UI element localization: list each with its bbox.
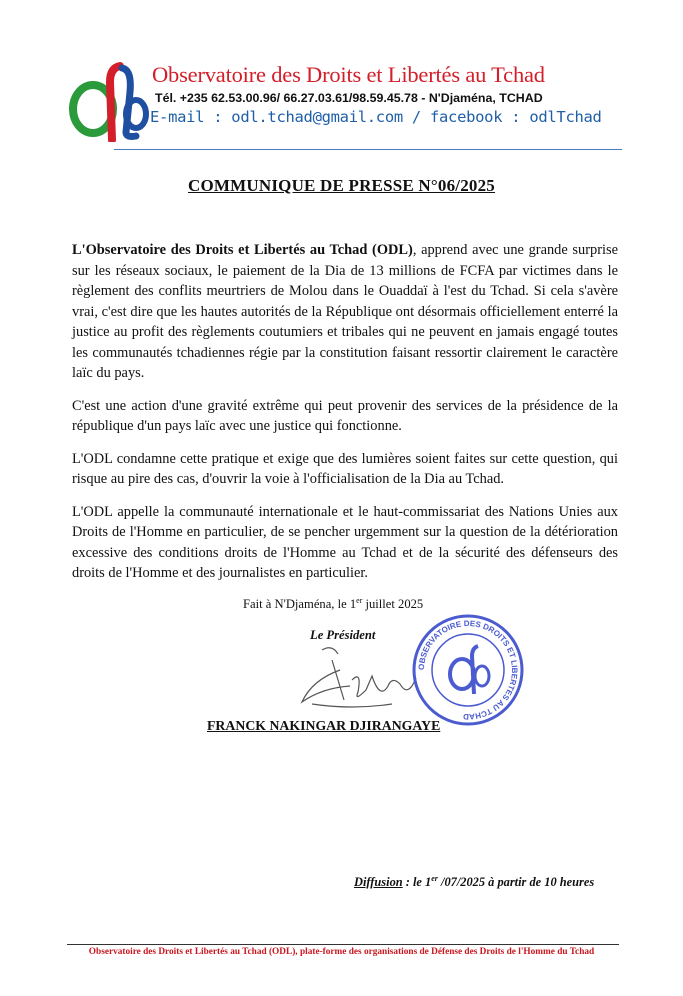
signer-name: FRANCK NAKINGAR DJIRANGAYE (207, 718, 441, 733)
phone-numbers: Tél. +235 62.53.00.96/ 66.27.03.61/98.59.45.78 - N'Djaména, TCHAD (155, 91, 543, 105)
svg-text:OBSERVATOIRE DES DROITS ET LIB: OBSERVATOIRE DES DROITS ET LIBERTES AU TCHAD (416, 618, 520, 722)
paragraph-4: L'ODL appelle la communauté internationale et le haut-commissariat des Nations Unies aux Droits de l'Homme en particulier, de se pencher urgemment sur la question de la détérioration excessive des conditions droits de l'Homme au Tchad et de la sécurité des défenseurs des droits de l'Homme et des journalistes en particulier. (72, 503, 618, 581)
place-and-date: Fait à N'Djaména, le 1er juillet 2025 (243, 596, 424, 612)
footer-text: Observatoire des Droits et Libertés au Tchad (ODL), plate-forme des organisations de Défense des Droits de l'Homme du Tchad (88, 947, 595, 957)
footer-divider (67, 944, 619, 945)
paragraph-3: L'ODL condamne cette pratique et exige que des lumières soient faites sur cette question, qui risque au pire des cas, d'ouvrir la voie à l'officialisation de la Dia au Tchad. (72, 450, 618, 487)
press-release-body (72, 240, 618, 596)
odl-logo (66, 62, 150, 142)
header-divider (114, 149, 622, 150)
press-release-title: COMMUNIQUE DE PRESSE N°06/2025 (187, 176, 495, 195)
diffusion-notice: Diffusion : le 1er /07/2025 à partir de 10 heures (354, 874, 595, 890)
organization-name: Observatoire des Droits et Libertés au Tchad (152, 62, 545, 87)
paragraph-1 (72, 240, 618, 384)
paragraph-1-lead: L'Observatoire des Droits et Libertés au Tchad (ODL) (72, 242, 413, 258)
paragraph-1-text: , apprend avec une grande surprise sur les réseaux sociaux, le paiement de la Dia de 13 millions de FCFA par victimes dans le règlement des conflits meurtriers de Molou dans le Ouaddaï à l'est du Tchad. Si cela s'avère vrai, c'est dire que les hautes autorités de la République ont désormais officiellement enterré la justice au profit des règlements coutumiers et tribales qui ne peuvent en jamais engagé toutes les communautés tchadiennes régie par la constitution faisant ressortir clairement le caractère laïc du pays. (72, 242, 618, 381)
signer-role: Le Président (310, 628, 376, 642)
official-stamp (410, 612, 526, 728)
paragraph-2: C'est une action d'une gravité extrême qui peut provenir des services de la présidence de la république d'un pays laïc avec une justice qui fonctionne. (72, 397, 618, 434)
email-facebook-contact: E-mail : odl.tchad@gmail.com / facebook : odlTchad (150, 108, 602, 126)
